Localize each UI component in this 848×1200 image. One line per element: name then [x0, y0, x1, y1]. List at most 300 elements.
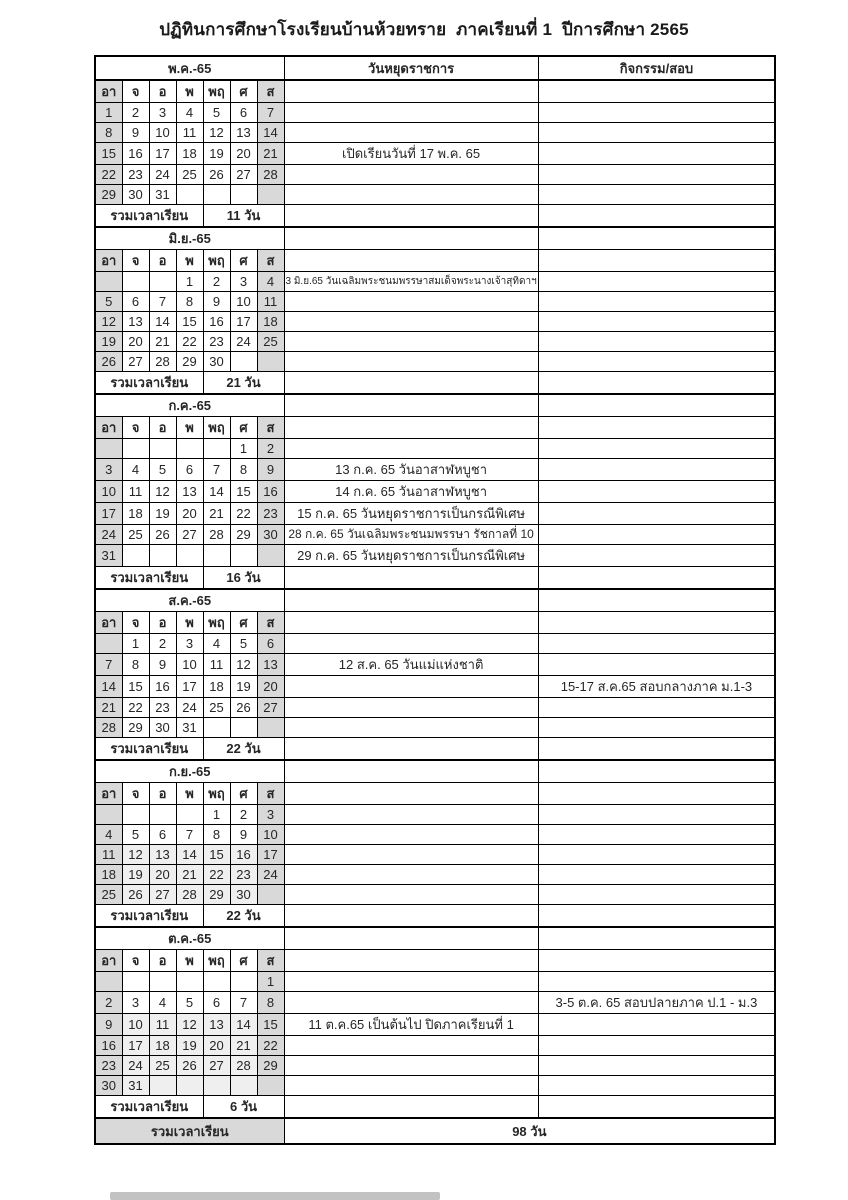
day-cell: 23 [122, 165, 149, 185]
activity-empty-cell [538, 1076, 775, 1096]
weekday-header-cell: พฤ [203, 783, 230, 805]
day-cell: 28 [257, 165, 284, 185]
day-cell: 14 [95, 676, 122, 698]
day-cell: 8 [176, 292, 203, 312]
activity-empty-cell [538, 738, 775, 761]
day-cell: 2 [95, 992, 122, 1014]
day-cell: 27 [257, 698, 284, 718]
day-cell [95, 272, 122, 292]
day-cell: 12 [176, 1014, 203, 1036]
weekday-header-cell: ศ [230, 250, 257, 272]
activity-empty-cell [538, 825, 775, 845]
holiday-note-cell: เปิดเรียนวันที่ 17 พ.ค. 65 [284, 143, 538, 165]
day-cell: 3 [176, 634, 203, 654]
day-cell: 5 [176, 992, 203, 1014]
week-row [95, 165, 775, 185]
holiday-note-cell: 14 ก.ค. 65 วันอาสาฬหบูชา [284, 481, 538, 503]
activity-empty-cell [538, 205, 775, 228]
weekday-header-row [95, 250, 775, 272]
day-cell [203, 439, 230, 459]
day-cell: 6 [257, 634, 284, 654]
day-cell: 13 [149, 845, 176, 865]
weekday-header-cell: ศ [230, 950, 257, 972]
month-sum-value: 16 วัน [203, 567, 284, 590]
week-row [95, 845, 775, 865]
day-cell [257, 352, 284, 372]
day-cell: 23 [149, 698, 176, 718]
day-cell: 17 [149, 143, 176, 165]
activity-empty-cell [538, 503, 775, 525]
month-header-row [95, 394, 775, 417]
day-cell: 20 [122, 332, 149, 352]
holiday-empty-cell [284, 612, 538, 634]
day-cell: 18 [122, 503, 149, 525]
day-cell: 2 [230, 805, 257, 825]
month-label: พ.ค.-65 [95, 56, 284, 80]
month-sum-row [95, 372, 775, 395]
day-cell: 23 [203, 332, 230, 352]
week-row [95, 525, 775, 545]
holiday-empty-cell [284, 589, 538, 612]
day-cell: 17 [257, 845, 284, 865]
day-cell: 24 [257, 865, 284, 885]
day-cell: 8 [257, 992, 284, 1014]
holiday-note-cell: 11 ต.ค.65 เป็นต้นไป ปิดภาคเรียนที่ 1 [284, 1014, 538, 1036]
day-cell [176, 185, 203, 205]
activity-empty-cell [538, 103, 775, 123]
week-row [95, 292, 775, 312]
day-cell: 1 [176, 272, 203, 292]
activity-empty-cell [538, 372, 775, 395]
weekday-header-cell: อา [95, 612, 122, 634]
day-cell: 20 [257, 676, 284, 698]
day-cell: 9 [122, 123, 149, 143]
activity-empty-cell [538, 634, 775, 654]
month-sum-value: 22 วัน [203, 738, 284, 761]
holiday-empty-cell [284, 760, 538, 783]
day-cell [176, 545, 203, 567]
week-row [95, 103, 775, 123]
day-cell: 11 [149, 1014, 176, 1036]
activity-empty-cell [538, 80, 775, 103]
month-header-row [95, 760, 775, 783]
day-cell: 5 [149, 459, 176, 481]
activity-empty-cell [538, 783, 775, 805]
activity-empty-cell [538, 417, 775, 439]
day-cell: 5 [95, 292, 122, 312]
month-sum-value: 6 วัน [203, 1096, 284, 1119]
day-cell: 14 [257, 123, 284, 143]
holiday-empty-cell [284, 825, 538, 845]
week-row [95, 123, 775, 143]
day-cell: 10 [95, 481, 122, 503]
month-sum-value: 11 วัน [203, 205, 284, 228]
day-cell [257, 885, 284, 905]
holiday-empty-cell [284, 205, 538, 228]
day-cell [257, 185, 284, 205]
activity-empty-cell [538, 698, 775, 718]
day-cell [95, 805, 122, 825]
day-cell: 25 [257, 332, 284, 352]
weekday-header-cell: อา [95, 783, 122, 805]
grand-total-row [95, 1118, 775, 1144]
day-cell: 23 [257, 503, 284, 525]
day-cell [203, 1076, 230, 1096]
day-cell: 19 [203, 143, 230, 165]
activity-empty-cell [538, 567, 775, 590]
activity-empty-cell [538, 654, 775, 676]
day-cell [176, 439, 203, 459]
day-cell: 18 [95, 865, 122, 885]
day-cell [203, 545, 230, 567]
activity-column-header: กิจกรรม/สอบ [538, 56, 775, 80]
weekday-header-cell: ส [257, 250, 284, 272]
holiday-note-cell: 29 ก.ค. 65 วันหยุดราชการเป็นกรณีพิเศษ [284, 545, 538, 567]
day-cell: 11 [122, 481, 149, 503]
holiday-empty-cell [284, 417, 538, 439]
holiday-empty-cell [284, 312, 538, 332]
weekday-header-cell: ศ [230, 612, 257, 634]
month-sum-label: รวมเวลาเรียน [95, 1096, 203, 1119]
month-sum-row [95, 1096, 775, 1119]
month-label: ก.ย.-65 [95, 760, 284, 783]
holiday-empty-cell [284, 676, 538, 698]
week-row [95, 312, 775, 332]
month-sum-row [95, 905, 775, 928]
day-cell: 5 [122, 825, 149, 845]
week-row [95, 459, 775, 481]
day-cell: 6 [122, 292, 149, 312]
day-cell: 22 [203, 865, 230, 885]
day-cell: 18 [149, 1036, 176, 1056]
holiday-note-cell: 28 ก.ค. 65 วันเฉลิมพระชนมพรรษา รัชกาลที่ 10 [284, 525, 538, 545]
day-cell: 21 [203, 503, 230, 525]
day-cell: 5 [230, 634, 257, 654]
weekday-header-row [95, 950, 775, 972]
activity-empty-cell [538, 525, 775, 545]
holiday-empty-cell [284, 165, 538, 185]
day-cell [149, 272, 176, 292]
day-cell: 3 [149, 103, 176, 123]
activity-empty-cell [538, 292, 775, 312]
holiday-empty-cell [284, 783, 538, 805]
holiday-empty-cell [284, 992, 538, 1014]
holiday-empty-cell [284, 292, 538, 312]
holiday-empty-cell [284, 439, 538, 459]
holiday-empty-cell [284, 865, 538, 885]
day-cell: 9 [203, 292, 230, 312]
day-cell: 1 [230, 439, 257, 459]
day-cell: 10 [230, 292, 257, 312]
activity-empty-cell [538, 805, 775, 825]
day-cell [149, 545, 176, 567]
day-cell: 10 [149, 123, 176, 143]
activity-empty-cell [538, 1036, 775, 1056]
day-cell: 1 [203, 805, 230, 825]
holiday-empty-cell [284, 1076, 538, 1096]
weekday-header-cell: ส [257, 417, 284, 439]
holiday-empty-cell [284, 905, 538, 928]
weekday-header-cell: พฤ [203, 612, 230, 634]
week-row [95, 143, 775, 165]
week-row [95, 481, 775, 503]
day-cell: 2 [149, 634, 176, 654]
scan-artifact [110, 1192, 440, 1200]
day-cell: 5 [203, 103, 230, 123]
day-cell [203, 972, 230, 992]
day-cell: 22 [122, 698, 149, 718]
activity-empty-cell [538, 545, 775, 567]
day-cell: 27 [176, 525, 203, 545]
day-cell: 21 [149, 332, 176, 352]
activity-empty-cell [538, 718, 775, 738]
month-sum-label: รวมเวลาเรียน [95, 205, 203, 228]
day-cell: 3 [122, 992, 149, 1014]
day-cell: 9 [230, 825, 257, 845]
day-cell: 31 [149, 185, 176, 205]
holiday-empty-cell [284, 718, 538, 738]
activity-empty-cell [538, 927, 775, 950]
day-cell: 26 [203, 165, 230, 185]
day-cell: 28 [203, 525, 230, 545]
day-cell: 20 [230, 143, 257, 165]
day-cell: 28 [176, 885, 203, 905]
day-cell: 17 [95, 503, 122, 525]
day-cell: 23 [230, 865, 257, 885]
weekday-header-cell: พฤ [203, 950, 230, 972]
day-cell: 29 [122, 718, 149, 738]
month-sum-label: รวมเวลาเรียน [95, 567, 203, 590]
day-cell: 27 [149, 885, 176, 905]
weekday-header-cell: ส [257, 612, 284, 634]
activity-empty-cell [538, 950, 775, 972]
day-cell [230, 1076, 257, 1096]
weekday-header-cell: จ [122, 417, 149, 439]
month-header-row [95, 927, 775, 950]
day-cell [230, 185, 257, 205]
day-cell: 30 [230, 885, 257, 905]
day-cell: 10 [257, 825, 284, 845]
weekday-header-cell: พฤ [203, 250, 230, 272]
day-cell: 26 [122, 885, 149, 905]
day-cell: 15 [176, 312, 203, 332]
day-cell [149, 1076, 176, 1096]
activity-empty-cell [538, 185, 775, 205]
week-row [95, 992, 775, 1014]
activity-empty-cell [538, 123, 775, 143]
week-row [95, 972, 775, 992]
day-cell: 3 [257, 805, 284, 825]
weekday-header-cell: พฤ [203, 80, 230, 103]
day-cell: 26 [176, 1056, 203, 1076]
day-cell: 22 [95, 165, 122, 185]
day-cell: 17 [122, 1036, 149, 1056]
weekday-header-cell: จ [122, 250, 149, 272]
activity-empty-cell [538, 972, 775, 992]
week-row [95, 698, 775, 718]
day-cell: 10 [176, 654, 203, 676]
holiday-empty-cell [284, 80, 538, 103]
day-cell: 6 [203, 992, 230, 1014]
activity-empty-cell [538, 272, 775, 292]
weekday-header-cell: อ [149, 783, 176, 805]
holiday-empty-cell [284, 950, 538, 972]
day-cell: 21 [257, 143, 284, 165]
day-cell: 4 [257, 272, 284, 292]
holiday-empty-cell [284, 805, 538, 825]
day-cell: 3 [230, 272, 257, 292]
week-row [95, 1036, 775, 1056]
week-row [95, 332, 775, 352]
week-row [95, 352, 775, 372]
day-cell: 19 [95, 332, 122, 352]
activity-empty-cell [538, 905, 775, 928]
day-cell: 29 [230, 525, 257, 545]
day-cell [95, 439, 122, 459]
day-cell [257, 1076, 284, 1096]
day-cell [176, 805, 203, 825]
grand-total-label: รวมเวลาเรียน [95, 1118, 284, 1144]
day-cell [230, 545, 257, 567]
day-cell: 6 [149, 825, 176, 845]
day-cell: 30 [95, 1076, 122, 1096]
day-cell: 29 [203, 885, 230, 905]
day-cell: 13 [203, 1014, 230, 1036]
month-sum-row [95, 205, 775, 228]
day-cell: 25 [149, 1056, 176, 1076]
week-row [95, 634, 775, 654]
day-cell: 12 [149, 481, 176, 503]
weekday-header-cell: ส [257, 783, 284, 805]
day-cell [176, 972, 203, 992]
weekday-header-cell: อ [149, 80, 176, 103]
holiday-empty-cell [284, 1096, 538, 1119]
activity-empty-cell [538, 250, 775, 272]
holiday-empty-cell [284, 845, 538, 865]
day-cell: 4 [203, 634, 230, 654]
week-row [95, 545, 775, 567]
day-cell: 8 [122, 654, 149, 676]
day-cell: 15 [230, 481, 257, 503]
day-cell: 27 [203, 1056, 230, 1076]
day-cell: 19 [122, 865, 149, 885]
weekday-header-cell: อา [95, 417, 122, 439]
day-cell: 16 [149, 676, 176, 698]
month-sum-label: รวมเวลาเรียน [95, 905, 203, 928]
activity-empty-cell [538, 845, 775, 865]
holiday-note-cell: 13 ก.ค. 65 วันอาสาฬหบูชา [284, 459, 538, 481]
day-cell [122, 972, 149, 992]
day-cell [122, 545, 149, 567]
holiday-empty-cell [284, 352, 538, 372]
week-row [95, 185, 775, 205]
day-cell: 19 [149, 503, 176, 525]
day-cell: 16 [122, 143, 149, 165]
day-cell: 19 [230, 676, 257, 698]
day-cell: 16 [95, 1036, 122, 1056]
weekday-header-row [95, 80, 775, 103]
holiday-note-cell: 3 มิ.ย.65 วันเฉลิมพระชนมพรรษาสมเด็จพระนางเจ้าสุทิดาฯ [284, 272, 538, 292]
day-cell: 18 [203, 676, 230, 698]
day-cell: 1 [95, 103, 122, 123]
day-cell [122, 439, 149, 459]
month-header-row [95, 227, 775, 250]
day-cell: 15 [203, 845, 230, 865]
day-cell: 29 [95, 185, 122, 205]
weekday-header-cell: ศ [230, 80, 257, 103]
week-row [95, 1014, 775, 1036]
weekday-header-cell: พ [176, 950, 203, 972]
month-sum-row [95, 738, 775, 761]
day-cell: 31 [122, 1076, 149, 1096]
week-row [95, 1076, 775, 1096]
day-cell: 14 [230, 1014, 257, 1036]
weekday-header-cell: ส [257, 80, 284, 103]
holiday-note-cell: 12 ส.ค. 65 วันแม่แห่งชาติ [284, 654, 538, 676]
day-cell [122, 805, 149, 825]
holiday-empty-cell [284, 885, 538, 905]
day-cell: 11 [95, 845, 122, 865]
day-cell: 13 [257, 654, 284, 676]
day-cell: 3 [95, 459, 122, 481]
day-cell: 4 [122, 459, 149, 481]
day-cell: 27 [230, 165, 257, 185]
activity-empty-cell [538, 1056, 775, 1076]
activity-empty-cell [538, 312, 775, 332]
day-cell [203, 185, 230, 205]
holiday-empty-cell [284, 227, 538, 250]
weekday-header-row [95, 417, 775, 439]
day-cell: 2 [122, 103, 149, 123]
activity-empty-cell [538, 1096, 775, 1119]
day-cell: 31 [176, 718, 203, 738]
day-cell: 26 [149, 525, 176, 545]
day-cell: 24 [230, 332, 257, 352]
activity-empty-cell [538, 165, 775, 185]
holiday-empty-cell [284, 394, 538, 417]
month-label: ส.ค.-65 [95, 589, 284, 612]
holiday-empty-cell [284, 103, 538, 123]
day-cell: 20 [149, 865, 176, 885]
day-cell: 22 [176, 332, 203, 352]
month-sum-row [95, 567, 775, 590]
day-cell [122, 272, 149, 292]
weekday-header-row [95, 612, 775, 634]
weekday-header-cell: ศ [230, 417, 257, 439]
day-cell: 30 [203, 352, 230, 372]
weekday-header-cell: พ [176, 250, 203, 272]
month-sum-value: 21 วัน [203, 372, 284, 395]
day-cell: 7 [176, 825, 203, 845]
day-cell: 31 [95, 545, 122, 567]
activity-empty-cell [538, 439, 775, 459]
academic-calendar-table [94, 55, 776, 1145]
day-cell: 29 [176, 352, 203, 372]
holiday-empty-cell [284, 372, 538, 395]
day-cell: 24 [176, 698, 203, 718]
weekday-header-cell: พ [176, 417, 203, 439]
weekday-header-cell: อา [95, 250, 122, 272]
day-cell [176, 1076, 203, 1096]
weekday-header-cell: อา [95, 950, 122, 972]
weekday-header-cell: อ [149, 950, 176, 972]
holiday-empty-cell [284, 634, 538, 654]
month-header-row [95, 56, 775, 80]
week-row [95, 1056, 775, 1076]
day-cell [95, 634, 122, 654]
day-cell: 11 [176, 123, 203, 143]
month-label: ต.ค.-65 [95, 927, 284, 950]
